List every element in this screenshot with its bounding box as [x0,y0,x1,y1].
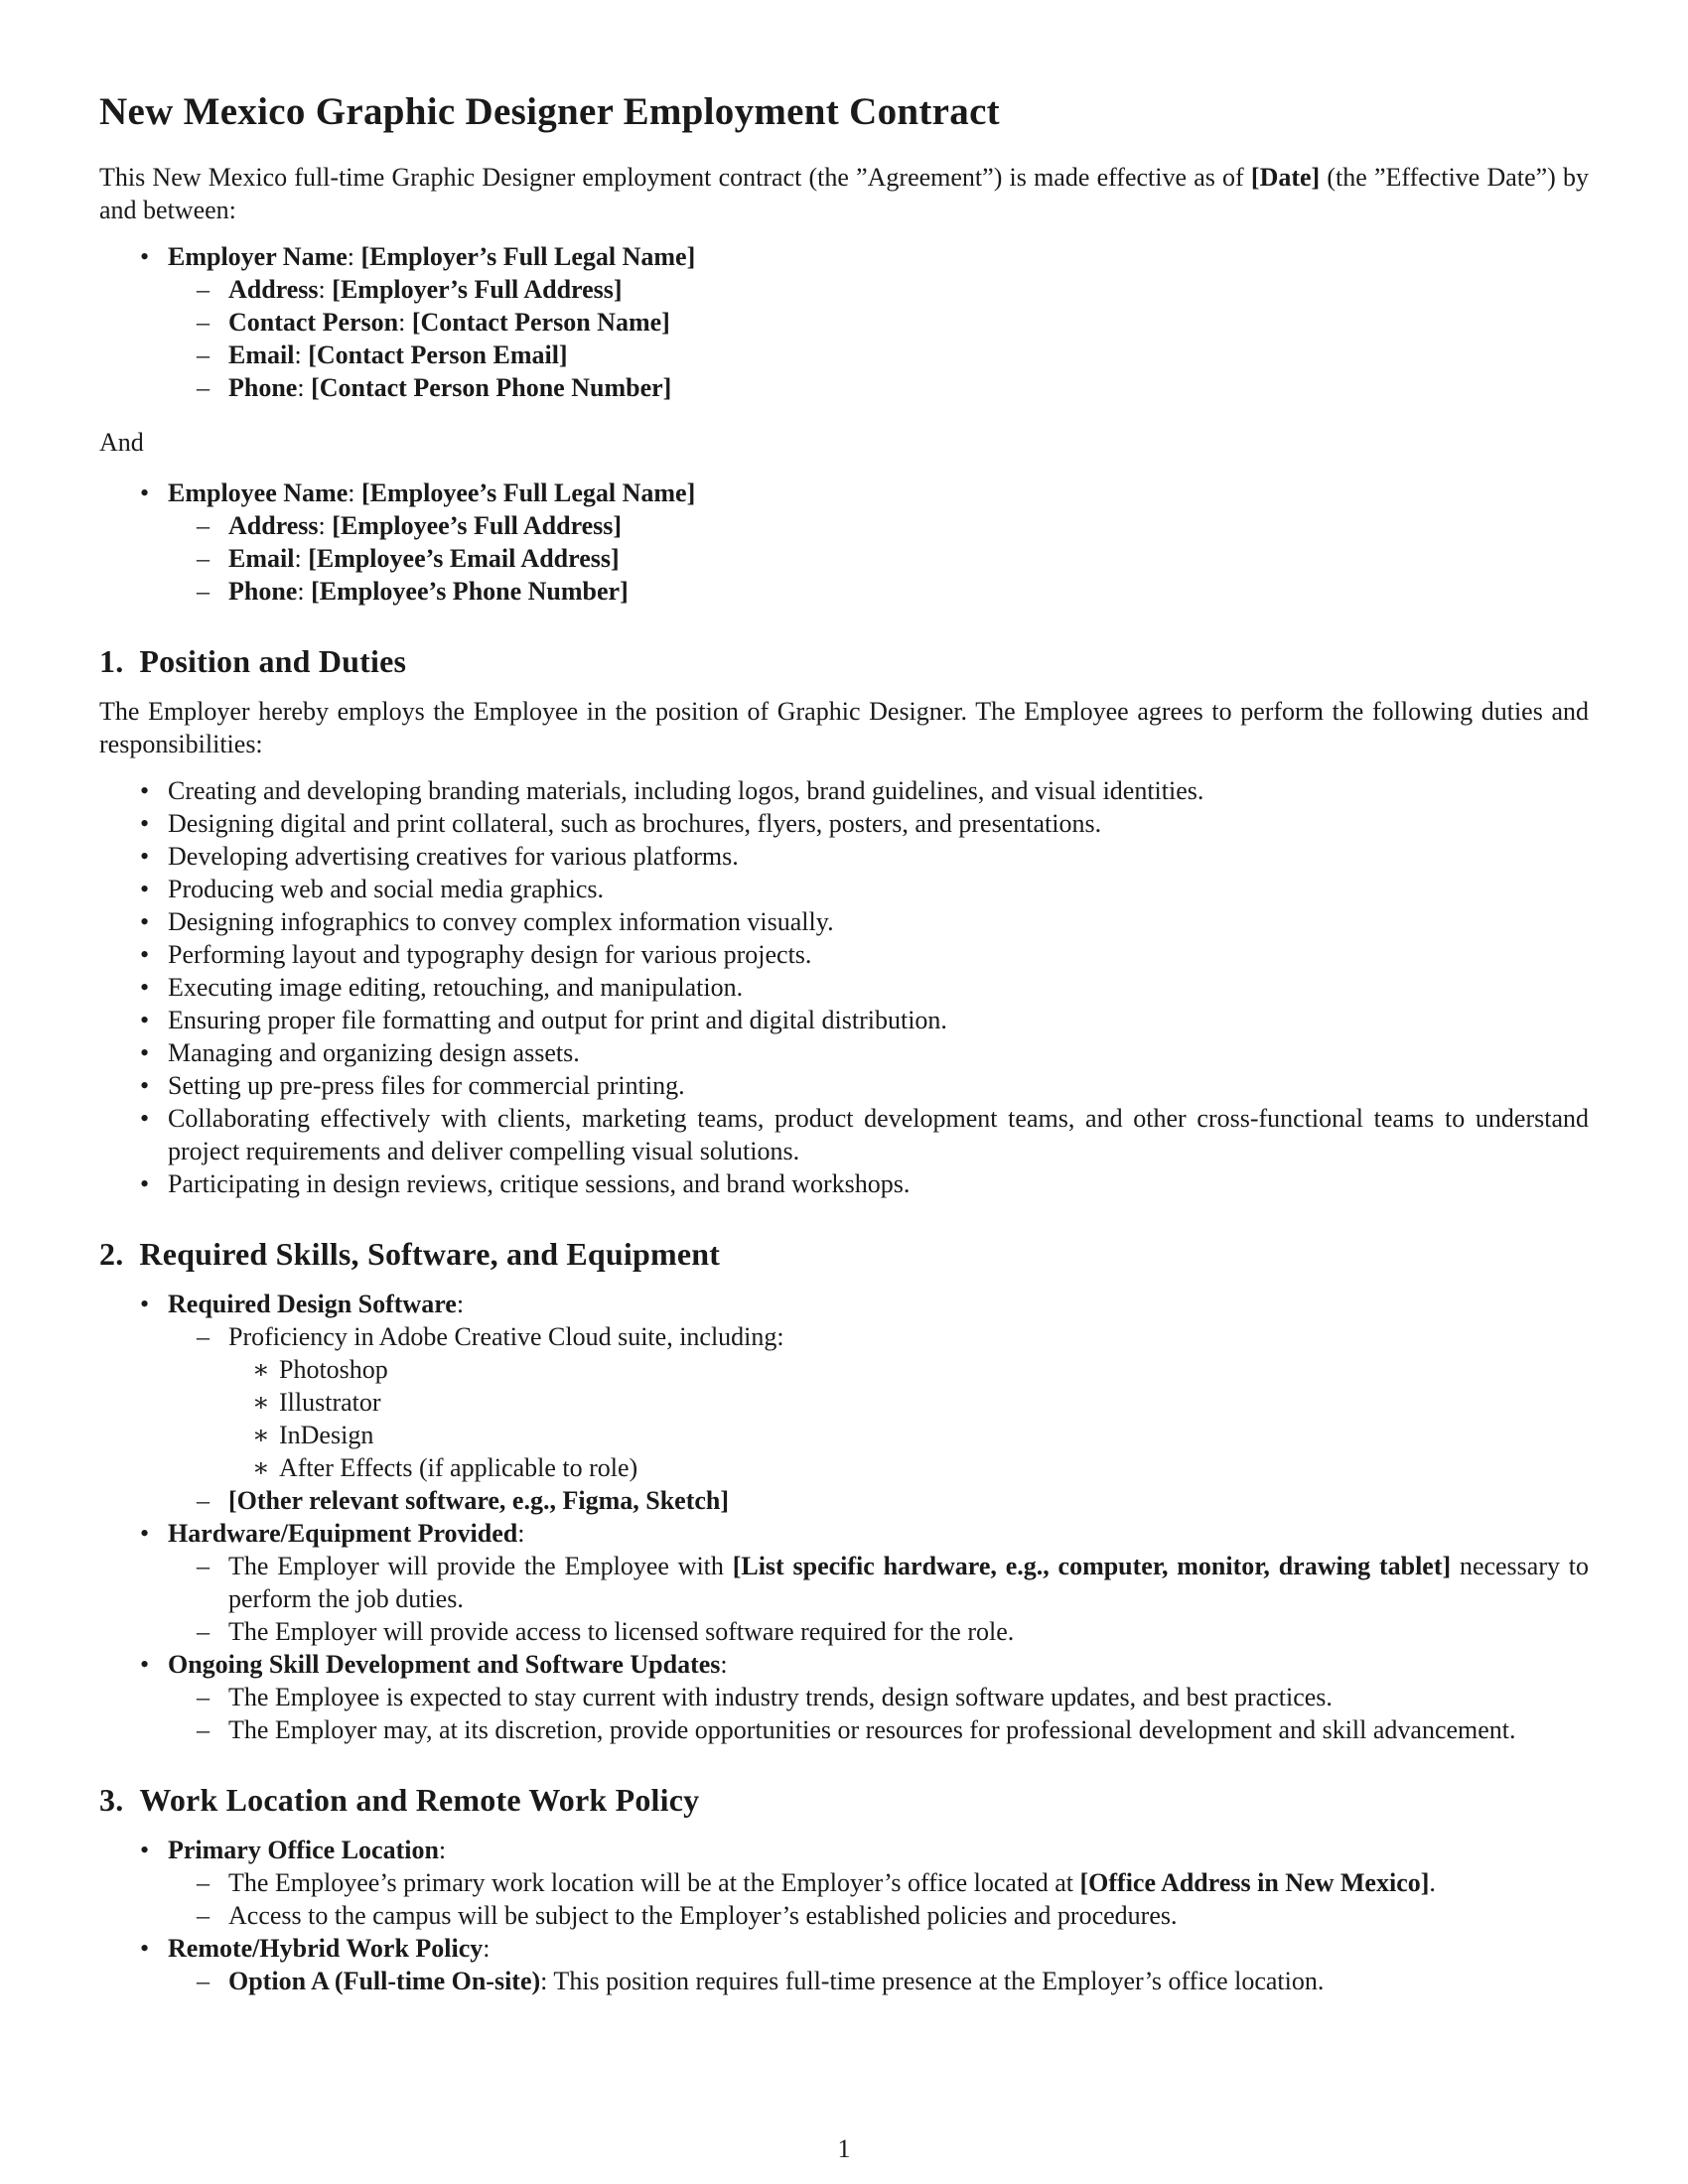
list-item: • Creating and developing branding materials, including logos, brand guidelines, and visual identities. [99,774,1589,807]
office-text-1: The Employee’s primary work location will be at the Employer’s office located at [228,1868,1080,1897]
employee-name-item: • Employee Name: [Employee’s Full Legal Name] – Address: [Employee’s Full Address] – Email: [Employee’s Email Address] – Phone: [Employee’s Phone Number] [99,477,1589,608]
section-number: 1. [99,643,124,679]
section-title: Position and Duties [139,643,407,679]
office-location-item: • Primary Office Location: – The Employee’s primary work location will be at the Employer’s office located at [Office Address in New Mexico]. – Access to the campus will be subject to the Employer’s established policies and procedures. [99,1834,1589,1932]
list-item: ∗ InDesign [228,1419,1589,1451]
other-software-placeholder: [Other relevant software, e.g., Figma, Sketch] [228,1486,730,1515]
section-title: Required Skills, Software, and Equipment [139,1236,721,1272]
employee-details [168,509,1589,608]
page-number: 1 [837,2134,851,2163]
employer-address-item: – Address: [Employer’s Full Address] [168,273,1589,306]
list-item: • Executing image editing, retouching, and manipulation. [99,971,1589,1004]
location-list [99,1834,1589,1997]
employer-name-item: • Employer Name: [Employer’s Full Legal Name] – Address: [Employer’s Full Address] – Contact Person: [Contact Person Name] – Email: [Contact Person Email] – Phone: [Contact Person Phone Number] [99,240,1589,404]
intro-text-2: (the ”Effective Date”) by and between: [99,163,1589,224]
field-label: Address [228,275,319,304]
skill-development-item: • Ongoing Skill Development and Software Updates: – The Employee is expected to stay current with industry trends, design software updates, and best practices. – The Employer may, at its discretion, provide opportunities or resources for professional development and skill advancement. [99,1648,1589,1746]
employer-name-value: [Employer’s Full Legal Name] [360,242,696,271]
list-item: • Collaborating effectively with clients, marketing teams, product development teams, and other cross-functional teams to understand project requirements and deliver compelling visual solutions. [99,1102,1589,1167]
effective-date-placeholder: [Date] [1250,163,1321,192]
software-item: • Required Design Software: – Proficiency in Adobe Creative Cloud suite, including: ∗ Photoshop ∗ Illustrator ∗ InDesign ∗ After Effects (if applicable to role) – [Other relevant software, e.g., Figma, Sketch] [99,1288,1589,1517]
field-value: [Employee’s Full Address] [332,511,623,540]
employee-email-item: – Email: [Employee’s Email Address] [168,542,1589,575]
list-item: • Producing web and social media graphics. [99,873,1589,905]
adobe-text: Proficiency in Adobe Creative Cloud suite, including: [228,1322,784,1351]
employee-phone-item: – Phone: [Employee’s Phone Number] [168,575,1589,608]
employer-contact-item: – Contact Person: [Contact Person Name] [168,306,1589,339]
office-text-2: . [1429,1868,1436,1897]
software-details [168,1320,1589,1517]
software-label: Required Design Software [168,1290,457,1318]
section-number: 2. [99,1236,124,1272]
list-item: • Designing infographics to convey complex information visually. [99,905,1589,938]
skill-details [168,1681,1589,1746]
document-title: New Mexico Graphic Designer Employment Contract [99,90,1000,133]
hardware-text-2: necessary to perform the job duties. [228,1552,1589,1613]
section-1-intro: The Employer hereby employs the Employee in the position of Graphic Designer. The Employee agrees to perform the following duties and responsibilities: [99,697,1589,758]
option-a-text: This position requires full-time presence at the Employer’s office location. [547,1967,1325,1995]
field-label: Email [228,341,295,369]
section-number: 3. [99,1782,124,1818]
hardware-label: Hardware/Equipment Provided [168,1519,518,1548]
field-label: Address [228,511,319,540]
hardware-text-1: The Employer will provide the Employee with [228,1552,733,1580]
list-item: ∗ After Effects (if applicable to role) [228,1451,1589,1484]
employer-name-label: Employer Name [168,242,348,271]
list-item: • Ensuring proper file formatting and output for print and digital distribution. [99,1004,1589,1036]
option-a-label: Option A (Full-time On-site) [228,1967,541,1995]
field-label: Phone [228,373,298,402]
list-item: • Participating in design reviews, critique sessions, and brand workshops. [99,1167,1589,1200]
option-a-item: – Option A (Full-time On-site): This position requires full-time presence at the Employer’s office location. [168,1965,1589,1997]
office-placeholder: [Office Address in New Mexico] [1079,1868,1430,1897]
employee-name-value: [Employee’s Full Legal Name] [360,478,696,507]
campus-access-item: – Access to the campus will be subject to the Employer’s established policies and procedures. [168,1899,1589,1932]
section-title: Work Location and Remote Work Policy [139,1782,700,1818]
hardware-provided-item [168,1550,1589,1615]
field-value: [Employee’s Email Address] [308,544,620,573]
field-value: [Contact Person Phone Number] [311,373,672,402]
hardware-placeholder: [List specific hardware, e.g., computer, monitor, drawing tablet] [732,1552,1452,1580]
field-value: [Contact Person Name] [411,308,670,337]
field-label: Phone [228,577,298,606]
list-item: – The Employer may, at its discretion, provide opportunities or resources for professional development and skill advancement. [168,1713,1589,1746]
section-3-heading [99,1780,1589,1820]
section-1-heading [99,641,1589,681]
intro-paragraph [99,161,1589,226]
and-text: And [99,428,144,457]
employer-email-item: – Email: [Contact Person Email] [168,339,1589,371]
list-item: • Setting up pre-press files for commercial printing. [99,1069,1589,1102]
list-item: ∗ Photoshop [228,1353,1589,1386]
field-value: [Employer’s Full Address] [332,275,623,304]
other-software-item [168,1484,1589,1517]
hardware-details [168,1550,1589,1648]
section-2-heading [99,1234,1589,1274]
field-label: Email [228,544,295,573]
field-label: Contact Person [228,308,399,337]
employer-phone-item: – Phone: [Contact Person Phone Number] [168,371,1589,404]
duties-list [99,774,1589,1200]
adobe-item [168,1320,1589,1484]
adobe-apps-list [228,1353,1589,1484]
field-value: [Employee’s Phone Number] [311,577,629,606]
contract-page [99,79,1589,2011]
hardware-item: • Hardware/Equipment Provided: – The Employer will provide the Employee with [List specific hardware, e.g., computer, monitor, drawing tablet] necessary to perform the job duties. – The Employer will provide access to licensed software required for the role. [99,1517,1589,1648]
office-details [168,1866,1589,1932]
office-label: Primary Office Location [168,1836,439,1864]
list-item: ∗ Illustrator [228,1386,1589,1419]
employee-name-label: Employee Name [168,478,349,507]
list-item: – The Employee is expected to stay current with industry trends, design software updates, and best practices. [168,1681,1589,1713]
list-item: • Managing and organizing design assets. [99,1036,1589,1069]
list-item: • Developing advertising creatives for various platforms. [99,840,1589,873]
remote-policy-item: • Remote/Hybrid Work Policy: – Option A (Full-time On-site): This position requires full-time presence at the Employer’s office location. [99,1932,1589,1997]
employee-address-item: – Address: [Employee’s Full Address] [168,509,1589,542]
list-item: • Performing layout and typography design for various projects. [99,938,1589,971]
employer-list [99,240,1589,404]
skills-list [99,1288,1589,1746]
remote-label: Remote/Hybrid Work Policy [168,1934,484,1963]
employee-list [99,477,1589,608]
list-item: • Designing digital and print collateral, such as brochures, flyers, posters, and presentations. [99,807,1589,840]
office-address-item [168,1866,1589,1899]
licensed-software-item: – The Employer will provide access to licensed software required for the role. [168,1615,1589,1648]
intro-text-1: This New Mexico full-time Graphic Designer employment contract (the ”Agreement”) is made effective as of [99,163,1251,192]
remote-details [168,1965,1589,1997]
employer-details [168,273,1589,404]
skill-label: Ongoing Skill Development and Software Updates [168,1650,721,1679]
field-value: [Contact Person Email] [308,341,568,369]
